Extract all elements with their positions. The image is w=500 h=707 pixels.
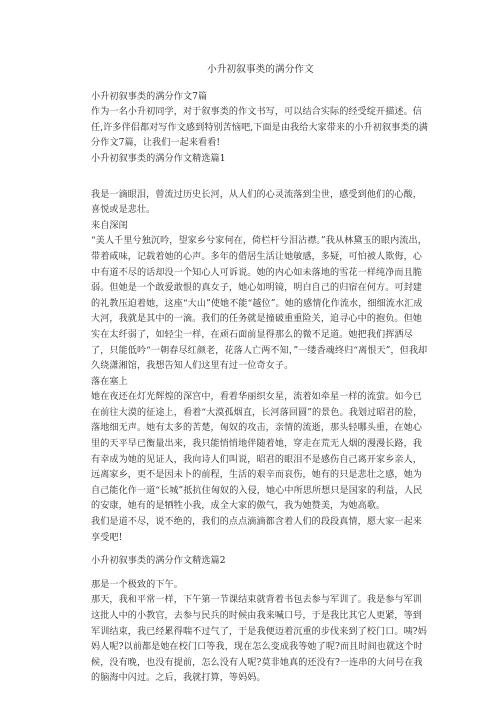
intro-paragraph: 作为一名小升初同学，对于叙事类的作文书写，可以结合实际的经受绽开描述。信任,许多伴侣都对写作文感到特别苦恼吧,下面是由我给大家带来的小升初叙事类的满分作文7篇，让我们一起来看看!: [91, 107, 428, 149]
subheading-on-frontier: 落在塞上: [91, 376, 128, 387]
section-1-paragraph-1: 我是一滴眼泪，曾流过历史长河，从人们的心灵流落到尘世，感受到他们的心酸，喜悦或是悲壮。: [91, 189, 422, 216]
section-heading-1: 小升初叙事类的满分作文精选篇1: [91, 153, 226, 164]
subheading-from-boudoir: 来自深闺: [91, 220, 128, 231]
section-1-paragraph-2: “美人千里兮独沉吟，望家乡兮家何在，倚栏杆兮泪沾襟。”我从林黛玉的眼内流出，带着咸味，记载着她的心声。多年的借居生活让她敏感，多疑，可怕被人欺侮，心中有道不尽的话却没一个知心人可诉说。她的内心如未落地的雪花一样纯净而且脆弱。但她是一个敢爱敢恨的真女子，她心如明镜，明白自己的归宿在何方。可封建的礼教压迫着她，这座“大山”使她不能“越位”。她的感情化作流水，细细流水汇成大河，我就是其中的一滴。我们的任务就是撞破重重险关，追寻心中的抱负。但她实在太纤弱了，如轻尘一样，在顽石面前显得那么的微不足道。她把我们挥洒尽了，只能低吟“一朝春尽红颜老，花落人亡两不知，”一缕香魂终归“离恨天”，但我却久绕潇湘馆，我想告知人们这里有过一位奇女子。: [91, 236, 428, 372]
section-1-paragraph-4: 我们是道不尽，说不绝的，我们的点点滴滴都含着人们的段段真情，愿大家一起来享受吧!: [91, 517, 422, 543]
section-2-paragraph-2: 那天，我和平常一样，下午第一节课结束就背着书包去参与军训了。我是参与军训这批人中的小教官，去参与民兵的时候由我来喊口号，于是我比其它人更紧，等到军训结束，我已经累得喘不过气了，于是我便迈着沉重的步伐来到了校门口。咦?妈妈人呢?以前都是她在校门口等我，现在怎么变成我等她了呢?而且时间也就这个时候，没有晚，也没有提前，怎么没有人呢?莫非她真的还没有?一连串的大问号在我的脑海中闪过。之后，我就打算，等妈妈。: [91, 595, 427, 684]
spacer: [91, 546, 430, 554]
spacer: [91, 570, 430, 578]
section-2-paragraph-1: 那是一个极致的下午。: [91, 579, 183, 590]
spacer: [91, 168, 430, 188]
document-title: 小升初叙事类的满分作文: [207, 64, 314, 75]
section-heading-2: 小升初叙事类的满分作文精选篇2: [91, 556, 226, 567]
section-1-paragraph-3: 她在夜还在灯光辉煌的深宫中，看着华丽织女星，流着如牵星一样的流萤。如今已在前往大漠的征途上，看着“大漠孤烟直，长河落回圆”的景色。我划过昭君的脸，落地细无声。她有太多的苦楚，匈奴的攻击，亲情的流逝，那头轻哪头重，在她心里的天平早已衡量出来，我只能悄悄地伴随着她，穿走在荒无人烟的漫漫长路，我有幸成为她的见证人，我向诗人们叫说，昭君的眼泪不是感伤自己离开家乡亲人，远离家乡，更不是因未卜的前程，生活的艰辛而哀伤，她有的只是悲壮之感，她为自己能化作一道“长城”抵抗住匈奴的入侵，她心中所思所想只是国家的利益，人民的安康，她有的是牺牲小我，成全大家的傲气，我为她赞美，为她高歌。: [91, 392, 423, 512]
intro-heading: 小升初叙事类的满分作文7篇: [91, 91, 208, 102]
